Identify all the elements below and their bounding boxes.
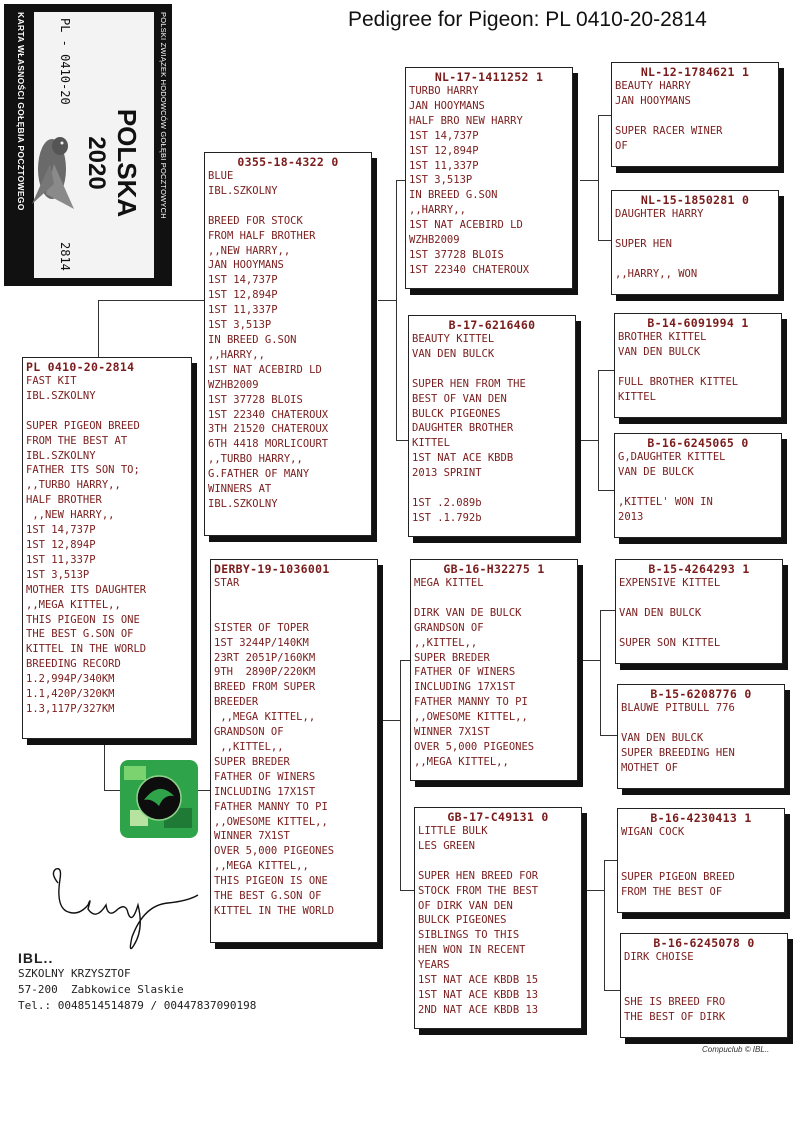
dam-note-line: 23RT 2051P/160KM	[214, 651, 316, 664]
dam-note-line: BREED FROM SUPER	[214, 681, 316, 694]
dss-note-line	[619, 591, 779, 606]
pedigree-box-dsd	[617, 684, 785, 789]
sds-ring-number: B-14-6091994 1	[647, 316, 749, 330]
sire-note-line: IBL.SZKOLNY	[208, 497, 278, 510]
dds-note-line	[621, 840, 781, 855]
dsd-note-line: SUPER BREEDING HEN	[621, 746, 735, 759]
sire-note-line	[208, 199, 368, 214]
dam-note-line: GRANDSON OF	[214, 726, 284, 739]
ssd-ring-number: NL-15-1850281 0	[640, 193, 750, 207]
breeder-brand: IBL..	[18, 950, 54, 966]
subject-note-line: 1.2,994P/340KM	[26, 673, 115, 686]
dam-note-line: THIS PIGEON IS ONE	[214, 875, 328, 888]
subject-note-line: ,,MEGA KITTEL,,	[26, 598, 121, 611]
card-serial-number: 2814	[58, 242, 72, 271]
pedigree-box-dds	[617, 808, 785, 913]
dsd-note-line: BLAUWE PITBULL 776	[621, 702, 735, 714]
ssd-note-line	[615, 252, 775, 267]
pedigree-box-sdd	[614, 433, 782, 538]
card-footer-text: KARTA WŁASNOŚCI GOŁĘBIA POCZTOWEGO	[16, 12, 26, 211]
sire-note-line: 1ST 22340 CHATEROUX	[208, 408, 329, 421]
ss-note-line: 1ST 3,513P	[409, 174, 473, 187]
breeder-info	[18, 950, 256, 1014]
sss-note-line: SUPER RACER WINER	[615, 124, 723, 137]
card-year: 2020	[83, 136, 110, 190]
pigeon-photo	[26, 124, 84, 214]
dam-note-line: 9TH 2890P/220KM	[214, 666, 316, 679]
subject-note-line: HALF BROTHER	[26, 494, 102, 507]
sire-note-line: IN BREED G.SON	[208, 333, 297, 346]
sire-note-line: FROM HALF BROTHER	[208, 229, 316, 242]
sire-note-line: BREED FOR STOCK	[208, 214, 303, 227]
sdd-note-line: VAN DE BULCK	[618, 465, 694, 478]
ss-note-line: 1ST 14,737P	[409, 129, 479, 142]
subject-note-line: 1ST 3,513P	[26, 568, 90, 581]
subject-note-line	[26, 404, 188, 419]
ds-note-line: OVER 5,000 PIGEONES	[414, 740, 535, 753]
sd-note-line	[412, 362, 572, 377]
sdd-note-line: ,KITTEL' WON IN	[618, 495, 713, 508]
subject-note-line: THIS PIGEON IS ONE	[26, 613, 140, 626]
pedigree-box-subject	[22, 357, 192, 739]
ds-note-line: ,,KITTEL,,	[414, 636, 478, 649]
card-organization: POLSKI ZWIĄZEK HODOWCÓW GOŁĘBI POCZTOWYCH	[159, 12, 168, 219]
subject-ring-number: PL 0410-20-2814	[26, 360, 135, 374]
ds-note-line: ,,OWESOME KITTEL,,	[414, 711, 528, 724]
dam-note-line: ,,OWESOME KITTEL,,	[214, 815, 328, 828]
sire-note-line: ,,NEW HARRY,,	[208, 244, 291, 257]
sire-note-line: 1ST 11,337P	[208, 304, 278, 317]
ss-note-line: 1ST 12,894P	[409, 144, 479, 157]
sire-note-line: 3TH 21520 CHATEROUX	[208, 423, 329, 436]
dd-note-line: LITTLE BULK	[418, 825, 488, 837]
sd-note-line: 2013 SPRINT	[412, 467, 482, 480]
sire-dam-ring-number: B-17-6216460	[448, 318, 536, 332]
card-ring-number: PL - 0410-20	[58, 18, 72, 105]
dd-note-line: HEN WON IN RECENT	[418, 944, 526, 957]
subject-note-line: FROM THE BEST AT	[26, 434, 128, 447]
dd-note-line: YEARS	[418, 959, 450, 972]
dam-note-line: SUPER BREDER	[214, 755, 290, 768]
ddd-note-line: SHE IS BREED FRO	[624, 995, 726, 1008]
dd-note-line: 1ST NAT ACE KBDB 15	[418, 974, 539, 987]
ss-note-line: 1ST 11,337P	[409, 159, 479, 172]
dam-note-line: KITTEL IN THE WORLD	[214, 904, 335, 917]
sds-note-line: FULL BROTHER KITTEL	[618, 375, 739, 388]
dsd-ring-number: B-15-6208776 0	[650, 687, 752, 701]
sss-note-line: JAN HOOYMANS	[615, 94, 691, 107]
dam-note-line: ,,MEGA KITTEL,,	[214, 711, 316, 724]
ssd-note-line	[615, 222, 775, 237]
ss-note-line: HALF BRO NEW HARRY	[409, 114, 523, 127]
dd-note-line: STOCK FROM THE BEST	[418, 884, 539, 897]
card-panel	[34, 12, 154, 278]
sire-note-line: G.FATHER OF MANY	[208, 468, 310, 481]
dd-note-line: 1ST NAT ACE KBDB 13	[418, 988, 539, 1001]
dds-note-line: WIGAN COCK	[621, 826, 685, 838]
sd-note-line: VAN DEN BULCK	[412, 347, 495, 360]
subject-note-line: BREEDING RECORD	[26, 658, 121, 671]
dam-note-line: STAR	[214, 577, 240, 589]
ddd-note-line	[624, 980, 784, 995]
subject-note-line: 1.1,420P/320KM	[26, 688, 115, 701]
ss-note-line: 1ST NAT ACEBIRD LD	[409, 219, 523, 232]
ring-ownership-card	[4, 4, 172, 286]
sds-note-line: VAN DEN BULCK	[618, 345, 701, 358]
ss-note-line: JAN HOOYMANS	[409, 99, 485, 112]
ddd-ring-number: B-16-6245078 0	[653, 936, 755, 950]
dam-note-line: ,,MEGA KITTEL,,	[214, 860, 309, 873]
sire-note-line: ,,TURBO HARRY,,	[208, 453, 303, 466]
ss-note-line: IN BREED G.SON	[409, 189, 498, 202]
dd-note-line: 2ND NAT ACE KBDB 13	[418, 1003, 539, 1016]
ddd-note-line: THE BEST OF DIRK	[624, 1010, 726, 1023]
sd-note-line: KITTEL	[412, 437, 450, 450]
subject-note-line: 1.3,117P/327KM	[26, 702, 115, 715]
breeder-signature	[48, 865, 218, 955]
dss-note-line	[619, 621, 779, 636]
ddd-note-line: DIRK CHOISE	[624, 951, 694, 963]
subject-note-line: KITTEL IN THE WORLD	[26, 643, 147, 656]
ssd-note-line: SUPER HEN	[615, 237, 672, 250]
pedigree-box-sire-sire	[405, 67, 573, 289]
ds-note-line: FATHER OF WINERS	[414, 666, 516, 679]
dam-note-line	[214, 591, 374, 606]
breeder-phone: Tel.: 0048514514879 / 00447837090198	[18, 999, 257, 1012]
pedigree-box-sss	[611, 62, 779, 167]
dsd-note-line	[621, 716, 781, 731]
card-country: POLSKA	[112, 108, 142, 218]
pedigree-box-sds	[614, 313, 782, 418]
pedigree-box-ddd	[620, 933, 788, 1038]
subject-note-line: 1ST 14,737P	[26, 524, 96, 537]
sire-note-line: WINNERS AT	[208, 483, 272, 496]
subject-note-line: 1ST 11,337P	[26, 553, 96, 566]
subject-note-line: MOTHER ITS DAUGHTER	[26, 583, 147, 596]
ds-note-line: DIRK VAN DE BULCK	[414, 606, 522, 619]
ds-note-line	[414, 591, 574, 606]
subject-note-line: ,,NEW HARRY,,	[26, 509, 115, 522]
dam-note-line: INCLUDING 17X1ST	[214, 785, 316, 798]
dd-note-line	[418, 854, 578, 869]
ssd-note-line: ,,HARRY,, WON	[615, 267, 698, 280]
software-credit: Compuclub © IBL..	[702, 1045, 770, 1054]
dam-note-line: WINNER 7X1ST	[214, 830, 290, 843]
sss-ring-number: NL-12-1784621 1	[640, 65, 750, 79]
sire-note-line: 1ST 12,894P	[208, 289, 278, 302]
ds-note-line: INCLUDING 17X1ST	[414, 681, 516, 694]
dss-note-line: EXPENSIVE KITTEL	[619, 577, 721, 589]
ds-note-line: FATHER MANNY TO PI	[414, 696, 528, 709]
page-title: Pedigree for Pigeon: PL 0410-20-2814	[348, 8, 707, 31]
sire-note-line: 1ST 3,513P	[208, 319, 272, 332]
sire-note-line: 1ST NAT ACEBIRD LD	[208, 363, 322, 376]
dam-note-line: BREEDER	[214, 696, 259, 709]
sds-note-line: BROTHER KITTEL	[618, 331, 707, 343]
dsd-note-line: MOTHET OF	[621, 761, 678, 774]
subject-note-line: IBL.SZKOLNY	[26, 389, 96, 402]
sss-note-line: OF	[615, 139, 628, 152]
ds-note-line: SUPER BREDER	[414, 651, 490, 664]
breeder-address: 57-200 Zabkowice Slaskie	[18, 983, 184, 996]
dd-note-line: SIBLINGS TO THIS	[418, 929, 520, 942]
ds-note-line: GRANDSON OF	[414, 621, 484, 634]
sd-note-line: 1ST .2.089b	[412, 496, 482, 509]
pedigree-box-dam-sire	[410, 559, 578, 781]
sd-note-line: SUPER HEN FROM THE	[412, 377, 526, 390]
pedigree-box-dss	[615, 559, 783, 664]
subject-note-line: ,,TURBO HARRY,,	[26, 479, 121, 492]
dam-dam-ring-number: GB-17-C49131 0	[447, 810, 549, 824]
dd-note-line: SUPER HEN BREED FOR	[418, 869, 539, 882]
dss-note-line: SUPER SON KITTEL	[619, 636, 721, 649]
dam-note-line: SISTER OF TOPER	[214, 621, 309, 634]
sdd-ring-number: B-16-6245065 0	[647, 436, 749, 450]
subject-note-line: 1ST 12,894P	[26, 538, 96, 551]
subject-note-line: SUPER PIGEON BREED	[26, 419, 140, 432]
sire-note-line: 1ST 37728 BLOIS	[208, 393, 303, 406]
sire-sire-ring-number: NL-17-1411252 1	[434, 70, 544, 84]
dam-note-line: ,,KITTEL,,	[214, 740, 284, 753]
dss-note-line: VAN DEN BULCK	[619, 606, 702, 619]
ssd-note-line: DAUGHTER HARRY	[615, 208, 704, 220]
subject-note-line: FAST KIT	[26, 375, 77, 387]
ss-note-line: TURBO HARRY	[409, 85, 479, 97]
sdd-note-line: 2013	[618, 510, 644, 523]
dd-note-line: LES GREEN	[418, 839, 475, 852]
dds-note-line: FROM THE BEST OF	[621, 885, 723, 898]
sire-note-line: WZHB2009	[208, 378, 259, 391]
ss-note-line: ,,HARRY,,	[409, 204, 466, 217]
pedigree-box-sire-dam	[408, 315, 576, 537]
dam-note-line: OVER 5,000 PIGEONES	[214, 845, 335, 858]
sd-note-line: BULCK PIGEONES	[412, 407, 501, 420]
sss-note-line	[615, 109, 775, 124]
ds-note-line: MEGA KITTEL	[414, 577, 484, 589]
subject-note-line: FATHER ITS SON TO;	[26, 464, 140, 477]
ds-note-line: WINNER 7X1ST	[414, 726, 490, 739]
dd-note-line: BULCK PIGEONES	[418, 914, 507, 927]
dds-note-line: SUPER PIGEON BREED	[621, 870, 735, 883]
sd-note-line: DAUGHTER BROTHER	[412, 422, 514, 435]
sd-note-line: 1ST .1.792b	[412, 511, 482, 524]
sire-note-line: ,,HARRY,,	[208, 348, 265, 361]
ss-note-line: 1ST 22340 CHATEROUX	[409, 263, 530, 276]
sdd-note-line: G,DAUGHTER KITTEL	[618, 451, 726, 463]
dam-note-line	[214, 606, 374, 621]
dss-ring-number: B-15-4264293 1	[648, 562, 750, 576]
sds-note-line: KITTEL	[618, 390, 656, 403]
sd-note-line: BEAUTY KITTEL	[412, 333, 495, 345]
dd-note-line: OF DIRK VAN DEN	[418, 899, 513, 912]
ddd-note-line	[624, 965, 784, 980]
sire-note-line: 6TH 4418 MORLICOURT	[208, 438, 329, 451]
sire-ring-number: 0355-18-4322 0	[237, 155, 339, 169]
breeder-name: SZKOLNY KRZYSZTOF	[18, 967, 131, 980]
ds-note-line: ,,MEGA KITTEL,,	[414, 755, 509, 768]
sdd-note-line	[618, 480, 778, 495]
sire-note-line: IBL.SZKOLNY	[208, 184, 278, 197]
dsd-note-line: VAN DEN BULCK	[621, 731, 704, 744]
pedigree-box-sire	[204, 152, 372, 536]
dds-note-line	[621, 855, 781, 870]
dam-note-line: FATHER OF WINERS	[214, 770, 316, 783]
dds-ring-number: B-16-4230413 1	[650, 811, 752, 825]
subject-note-line: IBL.SZKOLNY	[26, 449, 96, 462]
sire-note-line: BLUE	[208, 170, 234, 182]
sd-note-line: BEST OF VAN DEN	[412, 392, 507, 405]
pedigree-box-dam	[210, 559, 378, 943]
sire-note-line: 1ST 14,737P	[208, 274, 278, 287]
dam-note-line: THE BEST G.SON OF	[214, 890, 322, 903]
pedigree-box-ssd	[611, 190, 779, 295]
sd-note-line	[412, 481, 572, 496]
dam-note-line: 1ST 3244P/140KM	[214, 636, 309, 649]
pedigree-box-dam-dam	[414, 807, 582, 1029]
sire-note-line: JAN HOOYMANS	[208, 259, 284, 272]
sss-note-line: BEAUTY HARRY	[615, 80, 691, 92]
subject-note-line: THE BEST G.SON OF	[26, 628, 134, 641]
hologram-sticker	[120, 760, 198, 838]
ss-note-line: 1ST 37728 BLOIS	[409, 248, 504, 261]
dam-ring-number: DERBY-19-1036001	[214, 562, 330, 576]
sd-note-line: 1ST NAT ACE KBDB	[412, 452, 514, 465]
dam-note-line: FATHER MANNY TO PI	[214, 800, 328, 813]
sds-note-line	[618, 360, 778, 375]
ss-note-line: WZHB2009	[409, 234, 460, 247]
dam-sire-ring-number: GB-16-H32275 1	[443, 562, 545, 576]
